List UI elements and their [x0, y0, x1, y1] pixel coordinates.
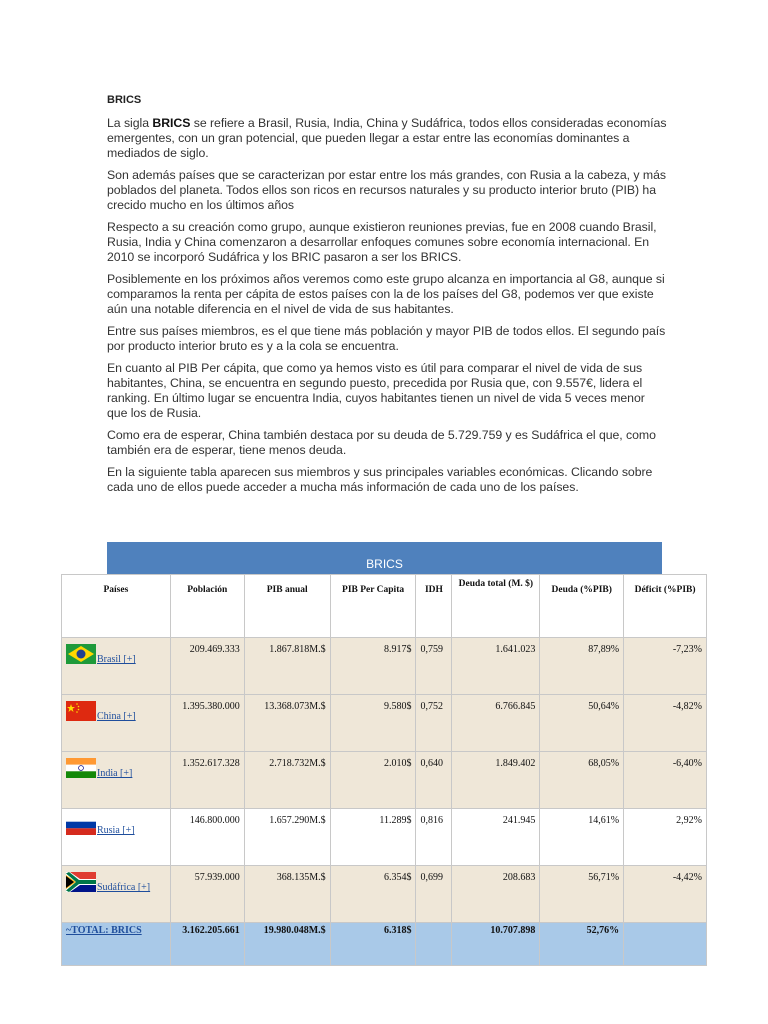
poblacion-cell: 1.352.617.328: [170, 752, 244, 809]
table-row: [62, 695, 707, 752]
total-poblacion-cell: 3.162.205.661: [170, 923, 244, 966]
header-pib-per-capita: PIB Per Capita: [330, 575, 416, 638]
total-brics-link[interactable]: ~TOTAL: BRICS: [66, 925, 142, 936]
country-cell: [62, 866, 171, 923]
country-link-rusia[interactable]: Rusia [+]: [97, 825, 135, 836]
country-cell: [62, 809, 171, 866]
deuda-cell: 208.683: [452, 866, 540, 923]
total-label-cell: [62, 923, 171, 966]
table-row: [62, 638, 707, 695]
paragraph-7: En la siguiente tabla aparecen sus miembros y sus principales variables económicas. Clicando sobre cada uno de ellos puede acceder a mucha más información de cada uno de los países.: [107, 465, 653, 494]
header-pib-anual: PIB anual: [244, 575, 330, 638]
india-flag-icon: [66, 758, 96, 778]
paragraph-4: Entre sus países miembros, es el que tiene más población y mayor PIB de todos ellos. El segundo país por producto interior bruto es y a la cola se encuentra.: [107, 324, 666, 353]
deuda-pct-cell: 87,89%: [540, 638, 624, 695]
header-deficit: Déficit (%PIB): [624, 575, 707, 638]
table-banner-title: BRICS: [366, 557, 403, 571]
idh-cell: 0,816: [416, 809, 452, 866]
poblacion-cell: 209.469.333: [170, 638, 244, 695]
deficit-cell: -6,40%: [624, 752, 707, 809]
deficit-cell: -4,42%: [624, 866, 707, 923]
total-row: [62, 923, 707, 966]
pib-pc-cell: 9.580$: [330, 695, 416, 752]
header-poblacion: Población: [170, 575, 244, 638]
total-pib-cell: 19.980.048M.$: [244, 923, 330, 966]
brazil-flag-icon: [66, 644, 96, 664]
deuda-cell: 6.766.845: [452, 695, 540, 752]
table-banner: [107, 542, 662, 574]
deuda-pct-cell: 50,64%: [540, 695, 624, 752]
paragraph-3: Posiblemente en los próximos años veremos como este grupo alcanza en importancia al G8, aunque si comparamos la renta per cápita de estos países con la de los países del G8, podemos ver que existe aún una notable diferencia en el nivel de vida de sus habitantes.: [107, 272, 665, 316]
country-link-sudafrica[interactable]: Sudáfrica [+]: [97, 882, 151, 893]
pib-pc-cell: 11.289$: [330, 809, 416, 866]
table-row: [62, 752, 707, 809]
article-heading: BRICS: [107, 94, 142, 106]
article: [107, 94, 667, 502]
brics-table: [61, 574, 707, 966]
paragraph-2: Respecto a su creación como grupo, aunque existieron reuniones previas, fue en 2008 cuando Brasil, Rusia, India y China comenzaron a desarrollar enfoques comunes sobre economía internacional. En 2010 se incorporó Sudáfrica y los BRIC pasaron a ser los BRICS.: [107, 220, 657, 264]
deuda-cell: 1.849.402: [452, 752, 540, 809]
south-africa-flag-icon: [66, 872, 96, 892]
pib-cell: 1.867.818M.$: [244, 638, 330, 695]
table-row: [62, 809, 707, 866]
deficit-cell: -7,23%: [624, 638, 707, 695]
pib-cell: 1.657.290M.$: [244, 809, 330, 866]
idh-cell: 0,759: [416, 638, 452, 695]
intro-after: se refiere a Brasil, Rusia, India, China y Sudáfrica, todos ellos consideradas economías emergentes, con un gran potencial, que pueden llegar a estar entre las economías dominantes a mediados de siglo.: [107, 116, 667, 160]
country-link-brasil[interactable]: Brasil [+]: [97, 654, 136, 665]
china-flag-icon: [66, 701, 96, 721]
paragraph-6: Como era de esperar, China también destaca por su deuda de 5.729.759 y es Sudáfrica el que, como también era de esperar, tiene menos deuda.: [107, 428, 656, 457]
header-paises: Países: [62, 575, 171, 638]
country-cell: [62, 752, 171, 809]
pib-pc-cell: 8.917$: [330, 638, 416, 695]
deuda-cell: 1.641.023: [452, 638, 540, 695]
intro-bold: BRICS: [152, 116, 191, 130]
paragraph-5: En cuanto al PIB Per cápita, que como ya hemos visto es útil para comparar el nivel de vida de sus habitantes, China, se encuentra en segundo puesto, precedida por Rusia que, con 9.557€, lidera el ranking. En último lugar se encuentra India, cuyos habitantes tienen un nivel de vida 5 veces menor que los de Rusia.: [107, 361, 645, 420]
deficit-cell: -4,82%: [624, 695, 707, 752]
table-row: [62, 866, 707, 923]
paragraph-1: Son además países que se caracterizan por estar entre los más grandes, con Rusia a la cabeza, y más poblados del planeta. Todos ellos son ricos en recursos naturales y su producto interior bruto (PIB) ha crecido mucho en los últimos años: [107, 168, 666, 212]
country-cell: [62, 695, 171, 752]
country-link-india[interactable]: India [+]: [97, 768, 133, 779]
russia-flag-icon: [66, 815, 96, 835]
pib-cell: 13.368.073M.$: [244, 695, 330, 752]
total-deficit-cell: [624, 923, 707, 966]
poblacion-cell: 57.939.000: [170, 866, 244, 923]
intro-before: La sigla: [107, 116, 153, 130]
country-link-china[interactable]: China [+]: [97, 711, 136, 722]
intro-paragraph: [107, 116, 667, 161]
idh-cell: 0,640: [416, 752, 452, 809]
idh-cell: 0,699: [416, 866, 452, 923]
country-cell: [62, 638, 171, 695]
deuda-pct-cell: 56,71%: [540, 866, 624, 923]
poblacion-cell: 146.800.000: [170, 809, 244, 866]
idh-cell: 0,752: [416, 695, 452, 752]
poblacion-cell: 1.395.380.000: [170, 695, 244, 752]
pib-cell: 2.718.732M.$: [244, 752, 330, 809]
pib-pc-cell: 6.354$: [330, 866, 416, 923]
pib-pc-cell: 2.010$: [330, 752, 416, 809]
deuda-cell: 241.945: [452, 809, 540, 866]
total-deuda-pct-cell: 52,76%: [540, 923, 624, 966]
header-idh: IDH: [416, 575, 452, 638]
total-deuda-cell: 10.707.898: [452, 923, 540, 966]
table-header-row: [62, 575, 707, 638]
header-deuda-pct: Deuda (%PIB): [540, 575, 624, 638]
deficit-cell: 2,92%: [624, 809, 707, 866]
total-idh-cell: [416, 923, 452, 966]
total-pib-pc-cell: 6.318$: [330, 923, 416, 966]
deuda-pct-cell: 14,61%: [540, 809, 624, 866]
deuda-pct-cell: 68,05%: [540, 752, 624, 809]
pib-cell: 368.135M.$: [244, 866, 330, 923]
header-deuda-total: Deuda total (M. $): [452, 575, 540, 638]
